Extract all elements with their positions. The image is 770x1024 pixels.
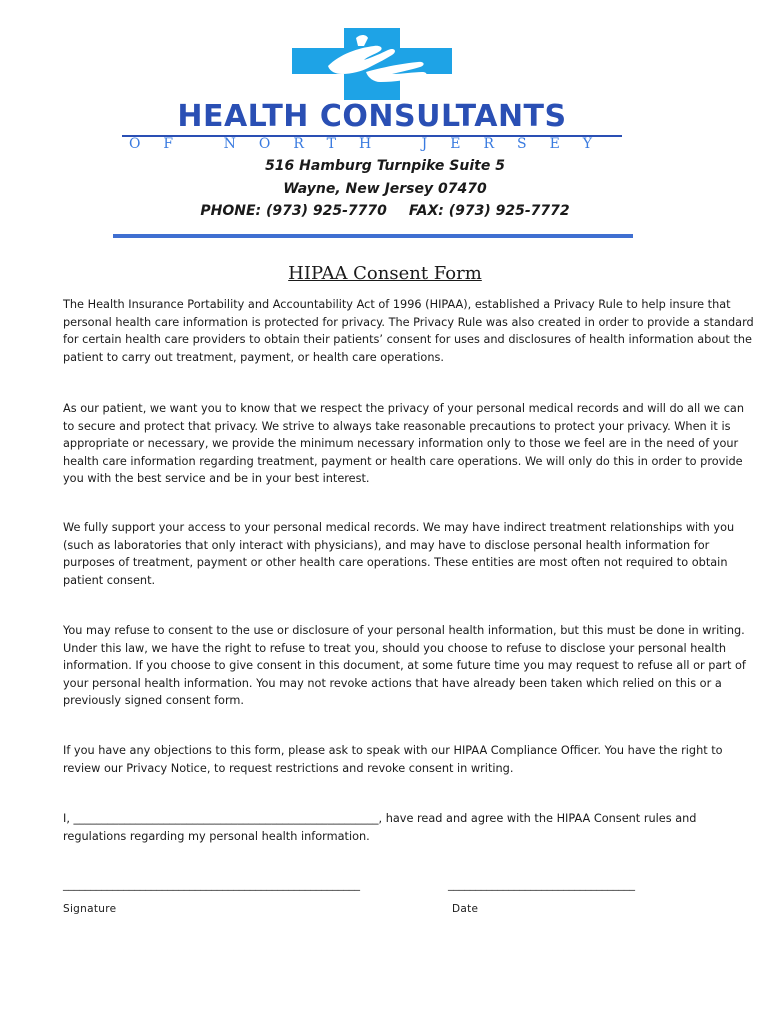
contact-line xyxy=(60,202,710,220)
date-line[interactable]: __________________________________ xyxy=(448,878,635,891)
date-label: Date xyxy=(452,903,479,915)
header-divider xyxy=(113,234,633,238)
brand-subtitle: OF NORTH JERSEY xyxy=(128,136,616,152)
paragraph-privacy-commitment: As our patient, we want you to know that we respect the privacy of your personal medical records and will do all we can to secure and protect that privacy. We strive to always take reasonable precautions to protect your privacy. When it is appropriate or necessary, we provide the minimum necessary information only to those we feel are in the need of your health care information regarding treatment, payment or health care operations. We will only do this in order to provide you with the best service and be in your best interest. xyxy=(63,402,744,486)
paragraph-refusal-rights: You may refuse to consent to the use or disclosure of your personal health information, but this must be done in writing. Under this law, we have the right to refuse to treat you, should you choose to refuse to disclose your personal health information. If you choose to give consent in this document, at some future time you may request to refuse all or part of your personal health information. You may not revoke actions that have already been taken which relied on this or a previously signed consent form. xyxy=(63,624,746,708)
paragraph-acknowledgement: I, ______________________________________________________, have read and agree with the HIPAA Consent rules and regulations regarding my personal health information. xyxy=(63,812,697,843)
paragraph-hipaa-intro: The Health Insurance Portability and Accountability Act of 1996 (HIPAA), established a Privacy Rule to help insure that personal health care information is protected for privacy. The Privacy Rule was also created in order to provide a standard for certain health care providers to obtain their patients’ consent for uses and disclosures of health information about the patient to carry out treatment, payment, or health care operations. xyxy=(63,298,754,364)
address-line-1: 516 Hamburg Turnpike Suite 5 xyxy=(265,158,505,174)
form-title: HIPAA Consent Form xyxy=(288,263,482,284)
signature-label: Signature xyxy=(63,903,117,915)
medical-cross-hands-icon xyxy=(118,24,628,104)
signature-line[interactable]: ______________________________________________________ xyxy=(63,878,360,891)
phone-number: PHONE: (973) 925-7770 xyxy=(200,203,387,219)
address-line-2: Wayne, New Jersey 07470 xyxy=(283,181,487,197)
paragraph-objections: If you have any objections to this form, please ask to speak with our HIPAA Compliance Officer. You have the right to review our Privacy Notice, to request restrictions and revoke consent in writing. xyxy=(63,744,723,775)
brand-name: HEALTH CONSULTANTS xyxy=(177,99,567,134)
fax-number: FAX: (973) 925-7772 xyxy=(408,203,570,219)
paragraph-records-access: We fully support your access to your personal medical records. We may have indirect treatment relationships with you (such as laboratories that only interact with physicians), and may have to disclose personal health information for purposes of treatment, payment or other health care operations. These entities are most often not required to obtain patient consent. xyxy=(63,521,735,587)
